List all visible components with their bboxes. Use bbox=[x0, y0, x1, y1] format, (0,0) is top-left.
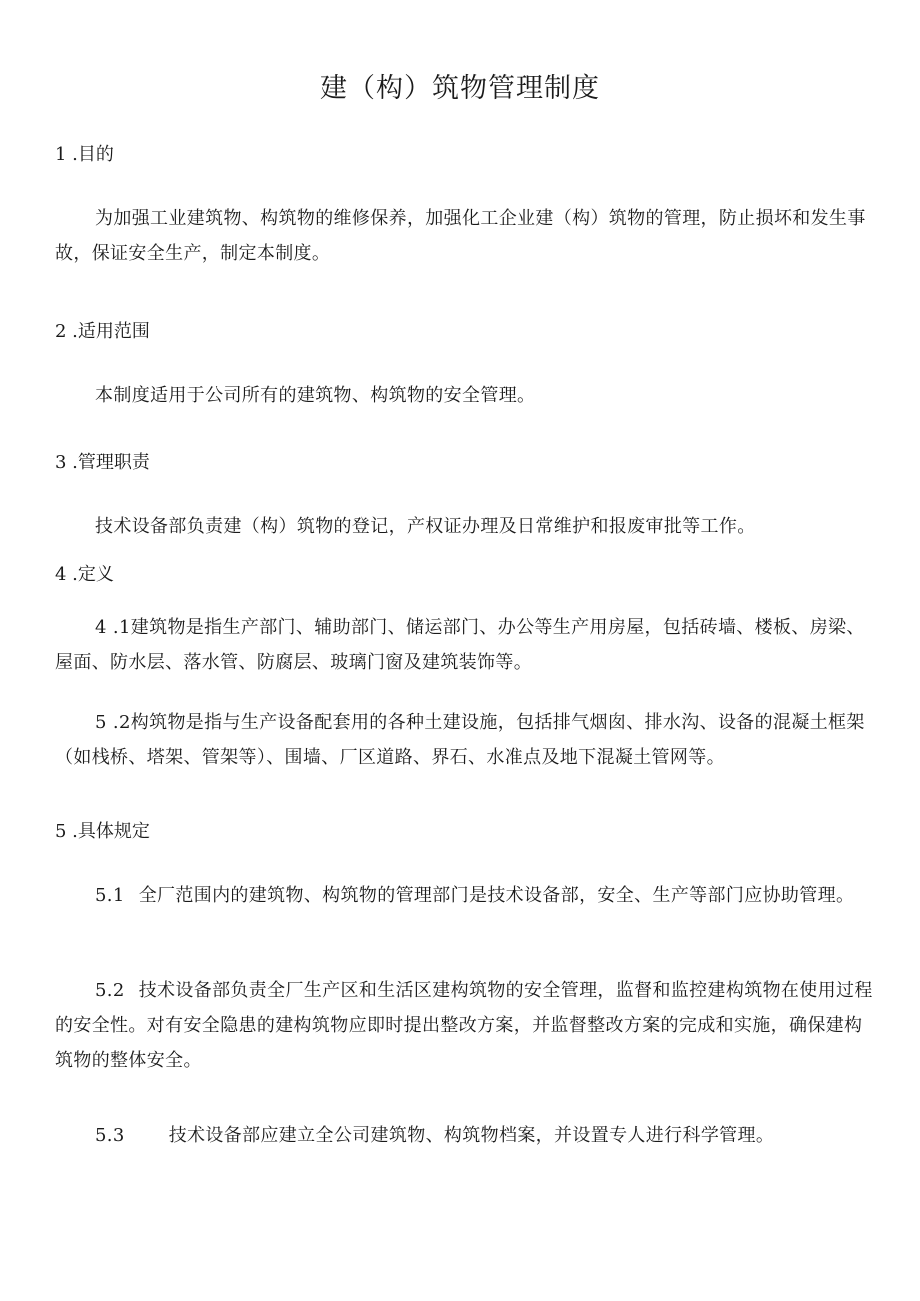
rule-5-1 bbox=[55, 878, 875, 913]
section-2-heading: 2 .适用范围 bbox=[55, 321, 150, 342]
document-title: 建（构）筑物管理制度 bbox=[320, 73, 600, 104]
rule-5-2 bbox=[55, 973, 875, 1078]
section-3-body: 技术设备部负责建（构）筑物的登记，产权证办理及日常维护和报废审批等工作。 bbox=[95, 516, 756, 537]
rule-number: 5.1 bbox=[95, 885, 125, 906]
section-4-heading: 4 .定义 bbox=[55, 564, 114, 585]
section-2-body: 本制度适用于公司所有的建筑物、构筑物的安全管理。 bbox=[95, 385, 536, 406]
rule-5-3 bbox=[55, 1118, 875, 1153]
section-1-body: 为加强工业建筑物、构筑物的维修保养，加强化工企业建（构）筑物的管理，防止损坏和发生事故，保证安全生产，制定本制度。 bbox=[55, 208, 866, 264]
rule-text: 技术设备部负责全厂生产区和生活区建构筑物的安全管理，监督和监控建构筑物在使用过程的安全性。对有安全隐患的建构筑物应即时提出整改方案，并监督整改方案的完成和实施，确保建构筑物的整体安全。 bbox=[55, 980, 873, 1071]
rule-number: 5.2 bbox=[95, 980, 125, 1001]
definition-structure: 5 .2构筑物是指与生产设备配套用的各种土建设施，包括排气烟囱、排水沟、设备的混凝土框架（如栈桥、塔架、管架等）、围墙、厂区道路、界石、水准点及地下混凝土管网等。 bbox=[55, 712, 865, 768]
definition-building: 4 .1建筑物是指生产部门、辅助部门、储运部门、办公等生产用房屋，包括砖墙、楼板、房梁、屋面、防水层、落水管、防腐层、玻璃门窗及建筑装饰等。 bbox=[55, 617, 865, 673]
section-1-heading: 1 .目的 bbox=[55, 144, 114, 165]
section-3-heading: 3 .管理职责 bbox=[55, 452, 150, 473]
section-5-heading: 5 .具体规定 bbox=[55, 821, 150, 842]
rule-text: 技术设备部应建立全公司建筑物、构筑物档案，并设置专人进行科学管理。 bbox=[168, 1125, 775, 1146]
rule-number: 5.3 bbox=[95, 1125, 125, 1146]
rule-text: 全厂范围内的建筑物、构筑物的管理部门是技术设备部，安全、生产等部门应协助管理。 bbox=[138, 885, 855, 906]
